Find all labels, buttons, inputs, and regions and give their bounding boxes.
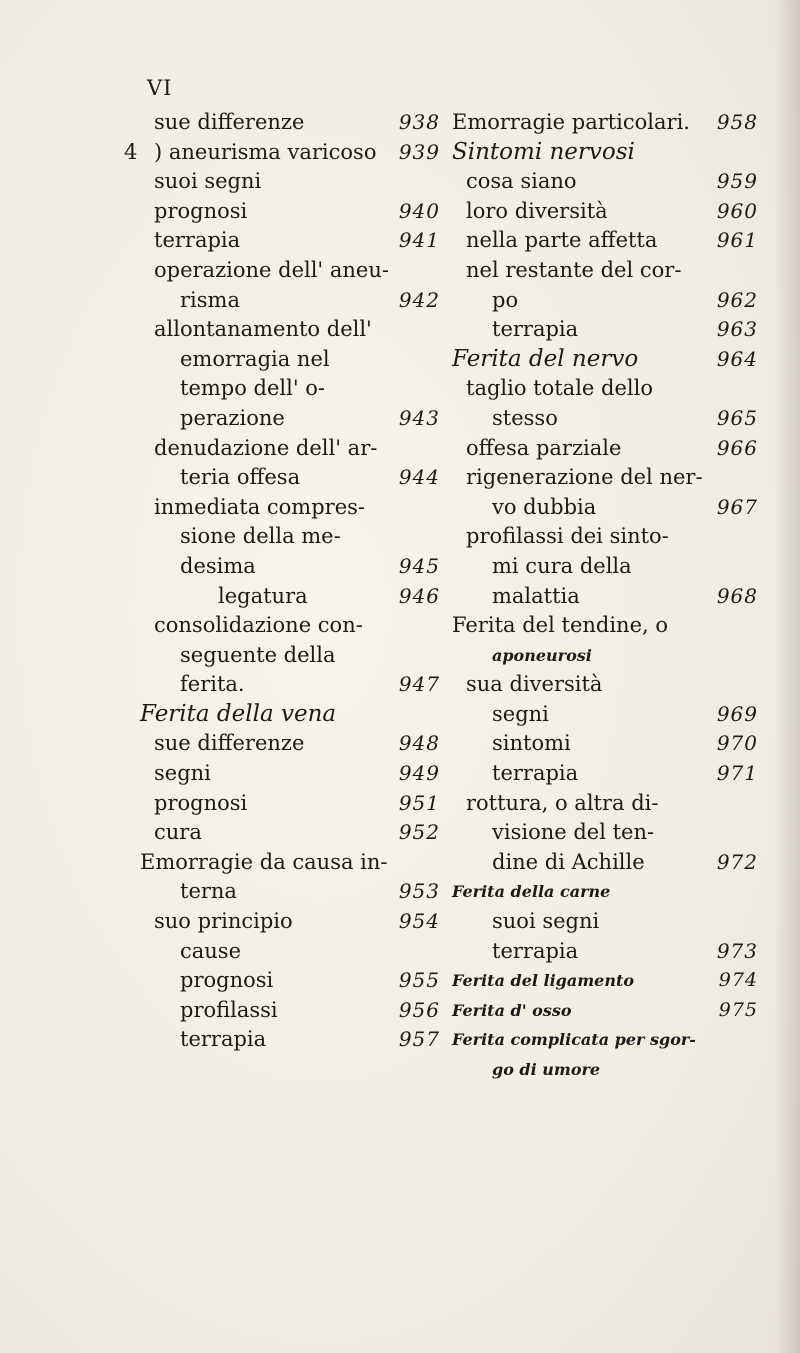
entry-text: aponeurosi (492, 645, 592, 665)
index-entry (140, 759, 440, 789)
index-entry (140, 848, 440, 878)
index-entry (140, 226, 440, 256)
index-entry (452, 759, 758, 789)
index-entry (452, 848, 758, 878)
index-entry (140, 286, 440, 316)
entry-page-number: 965 (716, 405, 758, 430)
entry-page-number: 947 (398, 672, 440, 697)
index-heading (452, 1055, 758, 1085)
index-entry (124, 138, 440, 168)
entry-text: offesa parziale (466, 435, 622, 460)
index-entry (140, 670, 440, 700)
entry-page-number: 944 (398, 465, 440, 490)
entry-text: visione del ten- (492, 820, 655, 845)
entry-text: stesso (492, 405, 558, 430)
index-heading (452, 641, 758, 671)
index-entry (452, 729, 758, 759)
index-entry (140, 996, 440, 1026)
entry-text: legatura (218, 583, 308, 608)
entry-text: inmediata compres- (154, 494, 365, 519)
index-heading (452, 877, 758, 907)
entry-page-number: 948 (398, 731, 440, 756)
entry-page-number: 974 (718, 969, 758, 992)
index-entry (140, 345, 440, 375)
index-entry (140, 493, 440, 523)
entry-page-number: 955 (398, 968, 440, 993)
index-entry (140, 197, 440, 227)
entry-text: profilassi dei sinto- (466, 524, 669, 549)
index-entry (140, 907, 440, 937)
entry-text: malattia (492, 583, 580, 608)
index-entry (452, 108, 758, 138)
entry-text: Ferita della vena (140, 700, 337, 727)
index-entry (140, 374, 440, 404)
index-entry (452, 226, 758, 256)
index-entry (452, 286, 758, 316)
entry-page-number: 949 (398, 761, 440, 786)
index-entry (452, 315, 758, 345)
index-entry (140, 789, 440, 819)
page-edge-shadow (774, 0, 800, 1353)
entry-page-number: 943 (398, 405, 440, 430)
entry-text: terrapia (492, 938, 579, 963)
index-entry (452, 522, 758, 552)
index-entry (452, 789, 758, 819)
entry-text: consolidazione con- (154, 613, 363, 638)
index-entry (452, 611, 758, 641)
index-entry (140, 463, 440, 493)
entry-text: Ferita del tendine, o (452, 613, 668, 638)
entry-page-number: 975 (718, 998, 758, 1021)
entry-text: profilassi (180, 997, 278, 1022)
entry-text: terna (180, 879, 237, 904)
index-heading (452, 345, 758, 375)
entry-page-number: 942 (398, 287, 440, 312)
entry-text: cosa siano (466, 169, 577, 194)
entry-text: prognosi (180, 968, 274, 993)
entry-text: cura (154, 820, 202, 845)
entry-page-number: 957 (398, 1027, 440, 1052)
entry-text: tempo dell' o- (180, 376, 326, 401)
index-entry (452, 463, 758, 493)
entry-text: Emorragie particolari. (452, 110, 690, 134)
entry-text: mi cura della (492, 553, 632, 578)
index-entry (140, 729, 440, 759)
entry-text: terrapia (492, 317, 579, 342)
index-heading (452, 138, 758, 168)
index-column-left (124, 108, 440, 1055)
entry-page-number: 938 (398, 110, 440, 134)
entry-page-number: 956 (398, 997, 440, 1022)
entry-page-number: 958 (716, 110, 758, 134)
entry-text: seguente della (180, 642, 336, 667)
entry-text: dine di Achille (492, 849, 645, 874)
entry-text: prognosi (154, 198, 248, 223)
entry-text: rottura, o altra di- (466, 790, 659, 815)
entry-text: terrapia (154, 228, 241, 253)
index-entry (140, 167, 440, 197)
index-entry (140, 522, 440, 552)
entry-text: allontanamento dell' (154, 317, 372, 342)
index-entry (452, 818, 758, 848)
entry-text: sua diversità (466, 672, 603, 697)
entry-text: emorragia nel (180, 346, 330, 371)
entry-page-number: 973 (716, 938, 758, 963)
index-entry (140, 877, 440, 907)
entry-page-number: 971 (716, 761, 758, 786)
index-entry (452, 937, 758, 967)
index-entry (452, 197, 758, 227)
entry-page-number: 951 (398, 790, 440, 815)
entry-marker: 4 (124, 139, 138, 164)
entry-text: denudazione dell' ar- (154, 435, 378, 460)
entry-text: Ferita della carne (452, 882, 611, 902)
index-entry (452, 700, 758, 730)
entry-page-number: 970 (716, 731, 758, 756)
index-entry (452, 167, 758, 197)
entry-page-number: 939 (398, 139, 440, 164)
index-entry (452, 670, 758, 700)
entry-text: teria offesa (180, 465, 301, 490)
index-entry (452, 374, 758, 404)
entry-text: suo principio (154, 909, 293, 934)
entry-page-number: 952 (398, 820, 440, 845)
entry-text: cause (180, 938, 242, 963)
index-entry (140, 1025, 440, 1055)
entry-text: suoi segni (492, 909, 600, 934)
index-heading (452, 1025, 758, 1055)
entry-text: Emorragie da causa in- (140, 849, 388, 874)
index-entry (452, 907, 758, 937)
entry-text: Ferita del ligamento (452, 971, 635, 991)
entry-text: operazione dell' aneu- (154, 257, 389, 282)
index-heading (452, 996, 758, 1026)
entry-text: ) aneurisma varicoso (154, 139, 377, 164)
entry-text: sue differenze (154, 110, 305, 134)
entry-text: go di umore (492, 1060, 601, 1079)
entry-text: segni (154, 761, 211, 786)
index-entry (452, 582, 758, 612)
index-entry (452, 404, 758, 434)
index-entry (140, 315, 440, 345)
index-entry (140, 611, 440, 641)
entry-text: desima (180, 553, 256, 578)
index-entry (452, 256, 758, 286)
entry-text: prognosi (154, 790, 248, 815)
index-entry (140, 256, 440, 286)
index-heading (140, 700, 440, 730)
entry-text: Sintomi nervosi (452, 138, 635, 165)
entry-text: rigenerazione del ner- (466, 465, 703, 490)
index-entry (140, 434, 440, 464)
entry-text: loro diversità (466, 198, 608, 223)
index-heading (452, 966, 758, 996)
entry-text: ferita. (180, 672, 245, 697)
index-entry (140, 966, 440, 996)
entry-page-number: 940 (398, 198, 440, 223)
entry-page-number: 953 (398, 879, 440, 904)
entry-page-number: 963 (716, 317, 758, 342)
entry-page-number: 966 (716, 435, 758, 460)
index-entry (140, 818, 440, 848)
index-entry (452, 493, 758, 523)
index-entry (140, 552, 440, 582)
entry-page-number: 972 (716, 849, 758, 874)
entry-page-number: 946 (398, 583, 440, 608)
entry-page-number: 941 (398, 228, 440, 253)
entry-page-number: 954 (398, 909, 440, 934)
entry-text: perazione (180, 405, 285, 430)
entry-page-number: 959 (716, 169, 758, 194)
entry-text: Ferita d' osso (452, 1000, 572, 1020)
entry-text: Ferita del nervo (452, 345, 639, 372)
entry-text: terrapia (180, 1027, 267, 1052)
entry-page-number: 968 (716, 583, 758, 608)
entry-text: nella parte affetta (466, 228, 658, 253)
entry-text: sione della me- (180, 524, 341, 549)
entry-text: risma (180, 287, 240, 312)
entry-page-number: 962 (716, 287, 758, 312)
index-entry (140, 404, 440, 434)
index-entry (452, 552, 758, 582)
entry-page-number: 964 (716, 346, 758, 371)
entry-text: segni (492, 701, 549, 726)
entry-page-number: 945 (398, 553, 440, 578)
entry-text: Ferita complicata per sgor- (452, 1030, 696, 1050)
index-entry (140, 937, 440, 967)
entry-text: suoi segni (154, 169, 262, 194)
entry-text: nel restante del cor- (466, 257, 682, 282)
index-entry (140, 108, 440, 138)
entry-text: terrapia (492, 761, 579, 786)
index-entry (452, 434, 758, 464)
entry-text: vo dubbia (492, 494, 597, 519)
index-column-right (452, 108, 758, 1085)
entry-text: taglio totale dello (466, 376, 653, 401)
entry-page-number: 960 (716, 198, 758, 223)
index-entry (140, 641, 440, 671)
index-entry (140, 582, 440, 612)
entry-page-number: 961 (716, 228, 758, 253)
entry-text: po (492, 287, 519, 312)
entry-text: sue differenze (154, 731, 305, 756)
page-number: VI (147, 76, 173, 100)
entry-text: sintomi (492, 731, 571, 756)
entry-page-number: 967 (716, 494, 758, 519)
entry-page-number: 969 (716, 701, 758, 726)
